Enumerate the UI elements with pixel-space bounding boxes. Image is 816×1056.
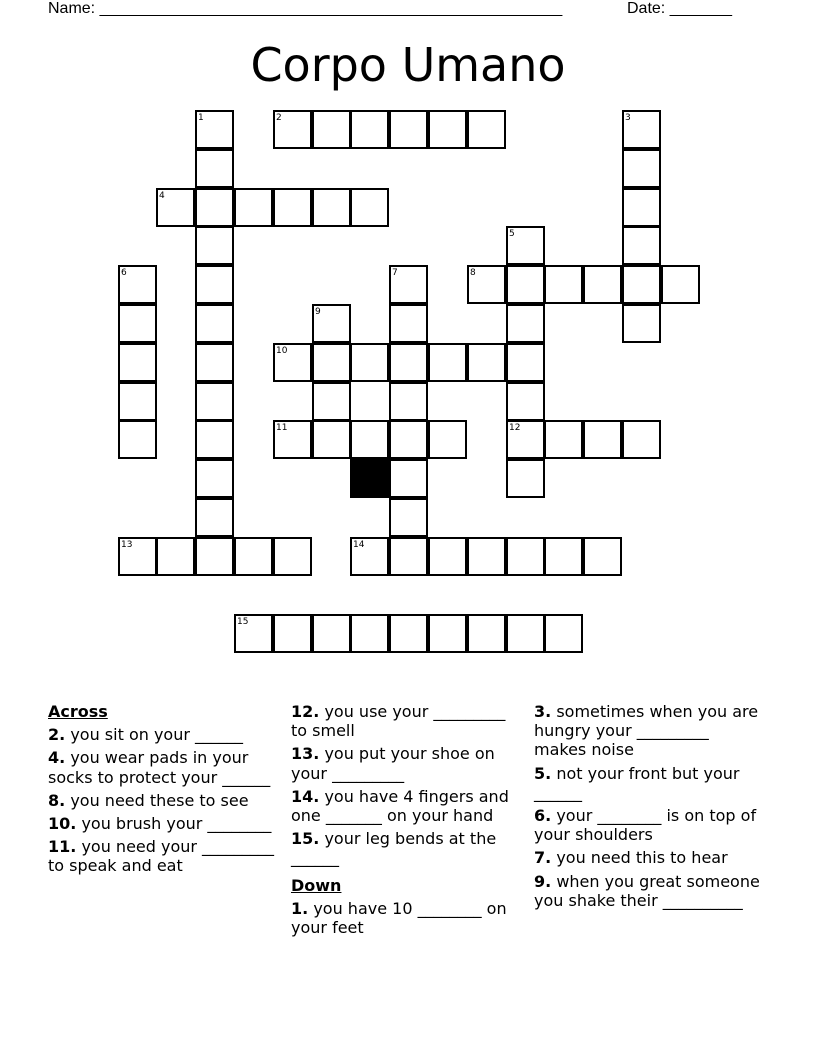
clue-number-14: 14 [353, 540, 365, 550]
clue-number-12: 12 [509, 423, 521, 433]
grid-cell[interactable] [118, 382, 157, 421]
clue-across-14: 14. you have 4 fingers and one _______ on your hand [291, 786, 509, 826]
grid-cell[interactable] [506, 459, 545, 498]
grid-cell[interactable] [195, 343, 234, 382]
clue-down-6: 6. your ________ is on top of your shoulders [534, 806, 757, 845]
clue-number-11: 11 [276, 423, 288, 433]
clue-down-7: 7. you need this to hear [534, 848, 728, 868]
grid-cell[interactable] [273, 537, 312, 576]
clue-number-5: 5 [509, 229, 515, 239]
grid-cell[interactable] [312, 420, 351, 459]
grid-cell[interactable] [622, 420, 661, 459]
clue-across-12: 12. you use your _________ to smell [291, 702, 506, 741]
grid-cell[interactable] [118, 304, 157, 343]
grid-cell[interactable] [583, 420, 622, 459]
grid-cell[interactable] [506, 265, 545, 304]
grid-cell[interactable] [195, 188, 234, 227]
grid-cell[interactable] [661, 265, 700, 304]
grid-cell[interactable] [350, 614, 389, 653]
grid-cell[interactable] [312, 614, 351, 653]
clue-number-1: 1 [198, 113, 204, 123]
clue-number-4: 4 [159, 191, 165, 201]
clue-number-6: 6 [121, 268, 127, 278]
clue-number-2: 2 [276, 113, 282, 123]
clue-number-7: 7 [392, 268, 398, 278]
clue-across-11: 11. you need your _________ to speak and eat [48, 837, 275, 876]
grid-cell[interactable] [389, 537, 428, 576]
name-field-label: Name: ____________________________________________________ [48, 0, 563, 17]
grid-cell[interactable] [312, 188, 351, 227]
grid-cell[interactable] [622, 149, 661, 188]
across-heading: Across [48, 702, 108, 721]
clue-across-15: 15. your leg bends at the ______ [291, 829, 497, 868]
grid-cell[interactable] [622, 265, 661, 304]
grid-cell[interactable] [389, 498, 428, 537]
grid-cell[interactable] [583, 265, 622, 304]
grid-cell[interactable] [195, 149, 234, 188]
grid-cell[interactable] [428, 420, 467, 459]
grid-cell[interactable] [195, 498, 234, 537]
clue-down-3: 3. sometimes when you are hungry your _________ makes noise [534, 702, 759, 760]
clue-column-2 [291, 702, 523, 937]
grid-cell[interactable] [312, 382, 351, 421]
clue-across-4: 4. you wear pads in your socks to protect your ______ [48, 748, 271, 787]
grid-cell[interactable] [622, 304, 661, 343]
grid-cell[interactable] [118, 343, 157, 382]
grid-cell[interactable] [467, 537, 506, 576]
grid-cell[interactable] [273, 614, 312, 653]
clue-across-2: 2. you sit on your ______ [48, 725, 244, 745]
down-heading: Down [291, 875, 342, 895]
grid-cell[interactable] [195, 382, 234, 421]
grid-cell[interactable] [506, 537, 545, 576]
grid-cell[interactable] [156, 537, 195, 576]
grid-cell[interactable] [622, 226, 661, 265]
grid-cell[interactable] [428, 537, 467, 576]
grid-cell[interactable] [389, 459, 428, 498]
clue-number-15: 15 [237, 617, 249, 627]
grid-cell[interactable] [312, 110, 351, 149]
grid-cell[interactable] [389, 110, 428, 149]
clue-number-10: 10 [276, 346, 288, 356]
grid-cell[interactable] [544, 420, 583, 459]
grid-cell[interactable] [234, 188, 273, 227]
grid-cell[interactable] [195, 265, 234, 304]
grid-cell[interactable] [544, 614, 583, 653]
grid-cell[interactable] [506, 614, 545, 653]
grid-cell[interactable] [312, 343, 351, 382]
clue-across-10: 10. you brush your ________ [48, 814, 272, 834]
clue-across-13: 13. you put your shoe on your _________ [291, 744, 495, 783]
grid-cell[interactable] [544, 265, 583, 304]
grid-cell[interactable] [195, 420, 234, 459]
date-field-label: Date: _______ [627, 0, 732, 17]
grid-cell[interactable] [467, 110, 506, 149]
grid-cell[interactable] [583, 537, 622, 576]
grid-cell[interactable] [389, 420, 428, 459]
grid-cell[interactable] [350, 188, 389, 227]
clue-column-3 [534, 702, 766, 910]
grid-cell[interactable] [350, 110, 389, 149]
grid-cell[interactable] [428, 343, 467, 382]
grid-cell[interactable] [506, 343, 545, 382]
clue-down-5: 5. not your front but your ______ [534, 763, 740, 802]
grid-cell[interactable] [195, 226, 234, 265]
grid-cell[interactable] [234, 537, 273, 576]
clue-number-9: 9 [315, 307, 321, 317]
clue-across-8: 8. you need these to see [48, 790, 249, 810]
grid-cell[interactable] [389, 304, 428, 343]
grid-cell[interactable] [467, 614, 506, 653]
grid-cell[interactable] [389, 343, 428, 382]
grid-cell[interactable] [389, 382, 428, 421]
clue-column-1 [48, 702, 280, 876]
grid-cell[interactable] [118, 420, 157, 459]
clue-number-8: 8 [470, 268, 476, 278]
clue-down-9: 9. when you great someone you shake their __________ [534, 871, 760, 910]
clue-number-3: 3 [625, 113, 631, 123]
grid-cell[interactable] [389, 614, 428, 653]
grid-cell[interactable] [195, 304, 234, 343]
grid-cell[interactable] [195, 459, 234, 498]
grid-cell[interactable] [428, 110, 467, 149]
page-title: Corpo Umano [250, 38, 566, 92]
clue-number-13: 13 [121, 540, 133, 550]
grid-cell[interactable] [622, 188, 661, 227]
grid-cell[interactable] [544, 537, 583, 576]
grid-cell[interactable] [350, 343, 389, 382]
black-square [350, 459, 389, 498]
grid-cell[interactable] [273, 188, 312, 227]
grid-cell[interactable] [195, 537, 234, 576]
grid-cell[interactable] [467, 343, 506, 382]
clue-down-1: 1. you have 10 ________ on your feet [291, 898, 507, 938]
grid-cell[interactable] [428, 614, 467, 653]
grid-cell[interactable] [506, 304, 545, 343]
grid-cell[interactable] [506, 382, 545, 421]
grid-cell[interactable] [350, 420, 389, 459]
